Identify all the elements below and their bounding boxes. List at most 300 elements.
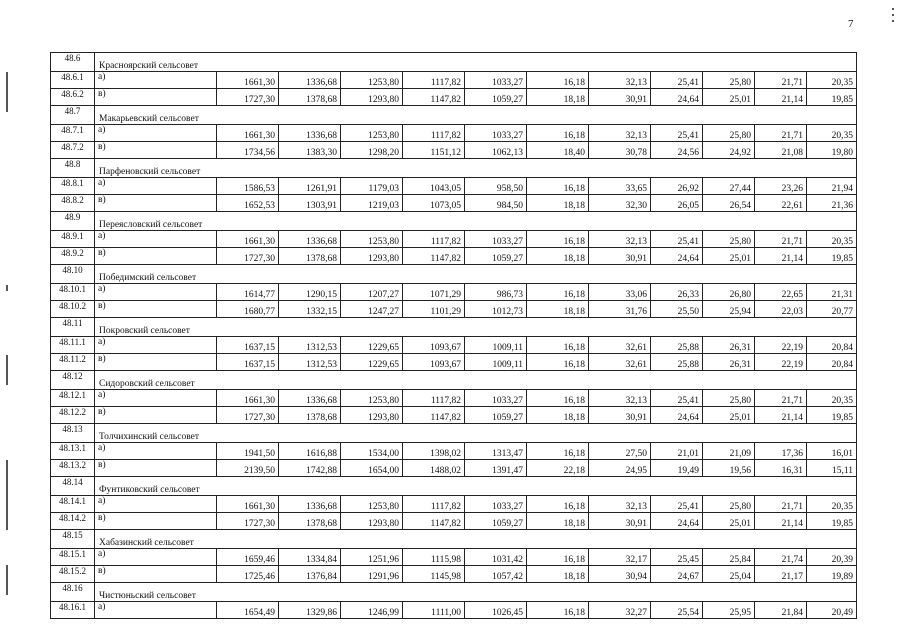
row-variant: а) (95, 178, 217, 195)
row-code: 48.7.2 (51, 142, 95, 159)
value-cell: 1033,27 (465, 125, 527, 142)
value-cell: 16,31 (755, 460, 807, 477)
value-cell: 30,94 (589, 566, 651, 583)
section-code: 48.16 (51, 583, 95, 602)
section-name: Красноярский сельсовет (95, 53, 857, 72)
table-row (51, 496, 857, 513)
value-cell: 21,01 (651, 443, 703, 460)
row-variant: в) (95, 354, 217, 371)
value-cell: 1253,80 (341, 496, 403, 513)
value-cell: 19,85 (807, 407, 857, 424)
value-cell: 30,91 (589, 248, 651, 265)
value-cell: 1147,82 (403, 513, 465, 530)
value-cell: 21,14 (755, 248, 807, 265)
table-row (51, 354, 857, 371)
value-cell: 16,18 (527, 337, 589, 354)
value-cell: 21,71 (755, 496, 807, 513)
value-cell: 21,94 (807, 178, 857, 195)
page-number: 7 (848, 18, 854, 30)
value-cell: 1247,27 (341, 301, 403, 318)
value-cell: 1680,77 (217, 301, 279, 318)
row-code: 48.16.1 (51, 602, 95, 619)
value-cell: 1253,80 (341, 72, 403, 89)
value-cell: 1251,96 (341, 549, 403, 566)
row-code: 48.13.1 (51, 443, 95, 460)
table-row (51, 178, 857, 195)
value-cell: 32,17 (589, 549, 651, 566)
value-cell: 20,35 (807, 72, 857, 89)
value-cell: 16,01 (807, 443, 857, 460)
section-row (51, 212, 857, 231)
value-cell: 26,31 (703, 337, 755, 354)
value-cell: 1659,46 (217, 549, 279, 566)
table-row (51, 390, 857, 407)
value-cell: 18,18 (527, 248, 589, 265)
value-cell: 20,39 (807, 549, 857, 566)
value-cell: 1293,80 (341, 513, 403, 530)
scan-margin-marks (6, 60, 10, 600)
section-row (51, 530, 857, 549)
value-cell: 1229,65 (341, 337, 403, 354)
row-variant: в) (95, 195, 217, 212)
value-cell: 32,61 (589, 337, 651, 354)
value-cell: 30,78 (589, 142, 651, 159)
row-code: 48.11.2 (51, 354, 95, 371)
value-cell: 25,80 (703, 125, 755, 142)
row-variant: а) (95, 602, 217, 619)
value-cell: 26,05 (651, 195, 703, 212)
value-cell: 16,18 (527, 354, 589, 371)
row-code: 48.14.2 (51, 513, 95, 530)
value-cell: 25,54 (651, 602, 703, 619)
section-row (51, 53, 857, 72)
section-row (51, 159, 857, 178)
row-code: 48.10.2 (51, 301, 95, 318)
value-cell: 1293,80 (341, 407, 403, 424)
value-cell: 25,45 (651, 549, 703, 566)
section-name: Покровский сельсовет (95, 318, 857, 337)
value-cell: 1725,46 (217, 566, 279, 583)
value-cell: 1336,68 (279, 125, 341, 142)
value-cell: 16,18 (527, 178, 589, 195)
value-cell: 1147,82 (403, 248, 465, 265)
value-cell: 26,31 (703, 354, 755, 371)
value-cell: 1207,27 (341, 284, 403, 301)
row-code: 48.6.2 (51, 89, 95, 106)
value-cell: 1253,80 (341, 125, 403, 142)
value-cell: 1062,13 (465, 142, 527, 159)
value-cell: 1009,11 (465, 354, 527, 371)
table-row (51, 89, 857, 106)
table-body (51, 53, 857, 619)
value-cell: 1378,68 (279, 513, 341, 530)
value-cell: 25,80 (703, 496, 755, 513)
value-cell: 1101,29 (403, 301, 465, 318)
section-name: Фунтиковский сельсовет (95, 477, 857, 496)
value-cell: 21,14 (755, 89, 807, 106)
table-row (51, 72, 857, 89)
value-cell: 1727,30 (217, 407, 279, 424)
row-code: 48.15.1 (51, 549, 95, 566)
value-cell: 1586,53 (217, 178, 279, 195)
value-cell: 25,88 (651, 354, 703, 371)
value-cell: 1147,82 (403, 89, 465, 106)
value-cell: 21,74 (755, 549, 807, 566)
value-cell: 1059,27 (465, 248, 527, 265)
section-code: 48.6 (51, 53, 95, 72)
value-cell: 1033,27 (465, 496, 527, 513)
value-cell: 986,73 (465, 284, 527, 301)
value-cell: 24,64 (651, 248, 703, 265)
section-name: Хабазинский сельсовет (95, 530, 857, 549)
value-cell: 1734,56 (217, 142, 279, 159)
value-cell: 1043,05 (403, 178, 465, 195)
section-name: Парфеновский сельсовет (95, 159, 857, 178)
row-code: 48.8.2 (51, 195, 95, 212)
value-cell: 32,13 (589, 496, 651, 513)
row-variant: а) (95, 284, 217, 301)
value-cell: 1727,30 (217, 513, 279, 530)
value-cell: 16,18 (527, 496, 589, 513)
section-code: 48.8 (51, 159, 95, 178)
value-cell: 30,91 (589, 407, 651, 424)
value-cell: 21,71 (755, 125, 807, 142)
value-cell: 19,85 (807, 513, 857, 530)
value-cell: 21,14 (755, 513, 807, 530)
value-cell: 25,01 (703, 89, 755, 106)
row-code: 48.15.2 (51, 566, 95, 583)
value-cell: 1303,91 (279, 195, 341, 212)
value-cell: 1376,84 (279, 566, 341, 583)
value-cell: 26,33 (651, 284, 703, 301)
value-cell: 24,95 (589, 460, 651, 477)
row-code: 48.9.1 (51, 231, 95, 248)
value-cell: 25,01 (703, 513, 755, 530)
value-cell: 18,40 (527, 142, 589, 159)
section-row (51, 371, 857, 390)
value-cell: 1117,82 (403, 231, 465, 248)
value-cell: 1059,27 (465, 407, 527, 424)
value-cell: 1115,98 (403, 549, 465, 566)
value-cell: 25,01 (703, 248, 755, 265)
section-code: 48.10 (51, 265, 95, 284)
value-cell: 1261,91 (279, 178, 341, 195)
value-cell: 21,17 (755, 566, 807, 583)
value-cell: 32,13 (589, 231, 651, 248)
value-cell: 32,13 (589, 390, 651, 407)
value-cell: 1145,98 (403, 566, 465, 583)
row-code: 48.14.1 (51, 496, 95, 513)
value-cell: 1151,12 (403, 142, 465, 159)
value-cell: 25,84 (703, 549, 755, 566)
row-variant: в) (95, 89, 217, 106)
value-cell: 1614,77 (217, 284, 279, 301)
value-cell: 25,50 (651, 301, 703, 318)
value-cell: 18,18 (527, 195, 589, 212)
value-cell: 16,18 (527, 72, 589, 89)
value-cell: 19,80 (807, 142, 857, 159)
value-cell: 1488,02 (403, 460, 465, 477)
section-row (51, 583, 857, 602)
value-cell: 17,36 (755, 443, 807, 460)
value-cell: 1071,29 (403, 284, 465, 301)
value-cell: 30,91 (589, 513, 651, 530)
row-variant: а) (95, 72, 217, 89)
value-cell: 33,65 (589, 178, 651, 195)
value-cell: 22,65 (755, 284, 807, 301)
value-cell: 1312,53 (279, 337, 341, 354)
table-row (51, 513, 857, 530)
value-cell: 1661,30 (217, 125, 279, 142)
value-cell: 22,61 (755, 195, 807, 212)
value-cell: 1111,00 (403, 602, 465, 619)
value-cell: 22,18 (527, 460, 589, 477)
value-cell: 25,80 (703, 72, 755, 89)
section-name: Макарьевский сельсовет (95, 106, 857, 125)
section-row (51, 424, 857, 443)
value-cell: 1616,88 (279, 443, 341, 460)
value-cell: 24,64 (651, 513, 703, 530)
value-cell: 1293,80 (341, 89, 403, 106)
value-cell: 1290,15 (279, 284, 341, 301)
value-cell: 27,50 (589, 443, 651, 460)
value-cell: 1534,00 (341, 443, 403, 460)
value-cell: 32,13 (589, 125, 651, 142)
value-cell: 1941,50 (217, 443, 279, 460)
value-cell: 20,35 (807, 496, 857, 513)
value-cell: 31,76 (589, 301, 651, 318)
value-cell: 21,31 (807, 284, 857, 301)
value-cell: 1661,30 (217, 390, 279, 407)
value-cell: 20,84 (807, 337, 857, 354)
value-cell: 1661,30 (217, 496, 279, 513)
value-cell: 26,92 (651, 178, 703, 195)
row-variant: в) (95, 407, 217, 424)
value-cell: 1332,15 (279, 301, 341, 318)
value-cell: 1026,45 (465, 602, 527, 619)
table-row (51, 460, 857, 477)
value-cell: 1637,15 (217, 337, 279, 354)
value-cell: 21,08 (755, 142, 807, 159)
value-cell: 1246,99 (341, 602, 403, 619)
section-name: Победимский сельсовет (95, 265, 857, 284)
value-cell: 25,80 (703, 231, 755, 248)
value-cell: 21,71 (755, 390, 807, 407)
row-variant: а) (95, 549, 217, 566)
table-row (51, 142, 857, 159)
value-cell: 25,88 (651, 337, 703, 354)
value-cell: 16,18 (527, 125, 589, 142)
value-cell: 958,50 (465, 178, 527, 195)
value-cell: 20,77 (807, 301, 857, 318)
table-row (51, 549, 857, 566)
value-cell: 1073,05 (403, 195, 465, 212)
table-row (51, 284, 857, 301)
value-cell: 25,04 (703, 566, 755, 583)
section-row (51, 318, 857, 337)
value-cell: 16,18 (527, 231, 589, 248)
value-cell: 984,50 (465, 195, 527, 212)
value-cell: 24,92 (703, 142, 755, 159)
value-cell: 24,64 (651, 89, 703, 106)
value-cell: 18,18 (527, 89, 589, 106)
value-cell: 20,35 (807, 390, 857, 407)
section-name: Толчихинский сельсовет (95, 424, 857, 443)
value-cell: 22,19 (755, 354, 807, 371)
value-cell: 1329,86 (279, 602, 341, 619)
value-cell: 2139,50 (217, 460, 279, 477)
value-cell: 1312,53 (279, 354, 341, 371)
value-cell: 1253,80 (341, 231, 403, 248)
value-cell: 1652,53 (217, 195, 279, 212)
value-cell: 21,09 (703, 443, 755, 460)
row-variant: а) (95, 390, 217, 407)
row-variant: а) (95, 443, 217, 460)
value-cell: 32,13 (589, 72, 651, 89)
value-cell: 1059,27 (465, 513, 527, 530)
value-cell: 1033,27 (465, 390, 527, 407)
row-variant: а) (95, 496, 217, 513)
row-code: 48.6.1 (51, 72, 95, 89)
value-cell: 16,18 (527, 602, 589, 619)
value-cell: 1336,68 (279, 231, 341, 248)
value-cell: 1336,68 (279, 72, 341, 89)
row-code: 48.12.1 (51, 390, 95, 407)
value-cell: 19,89 (807, 566, 857, 583)
value-cell: 1229,65 (341, 354, 403, 371)
value-cell: 19,56 (703, 460, 755, 477)
value-cell: 25,95 (703, 602, 755, 619)
value-cell: 24,56 (651, 142, 703, 159)
value-cell: 1654,49 (217, 602, 279, 619)
row-code: 48.9.2 (51, 248, 95, 265)
value-cell: 1654,00 (341, 460, 403, 477)
value-cell: 1059,27 (465, 89, 527, 106)
value-cell: 21,14 (755, 407, 807, 424)
value-cell: 1661,30 (217, 72, 279, 89)
value-cell: 24,64 (651, 407, 703, 424)
value-cell: 19,85 (807, 89, 857, 106)
section-row (51, 106, 857, 125)
table-row (51, 337, 857, 354)
value-cell: 19,85 (807, 248, 857, 265)
section-name: Переясловский сельсовет (95, 212, 857, 231)
row-variant: в) (95, 142, 217, 159)
value-cell: 15,11 (807, 460, 857, 477)
row-code: 48.13.2 (51, 460, 95, 477)
value-cell: 1117,82 (403, 390, 465, 407)
value-cell: 25,41 (651, 125, 703, 142)
value-cell: 1009,11 (465, 337, 527, 354)
section-code: 48.11 (51, 318, 95, 337)
value-cell: 1334,84 (279, 549, 341, 566)
table-row (51, 301, 857, 318)
value-cell: 21,84 (755, 602, 807, 619)
row-code: 48.7.1 (51, 125, 95, 142)
section-code: 48.14 (51, 477, 95, 496)
table-row (51, 231, 857, 248)
value-cell: 1031,42 (465, 549, 527, 566)
table-row (51, 248, 857, 265)
row-variant: а) (95, 231, 217, 248)
section-name: Сидоровский сельсовет (95, 371, 857, 390)
value-cell: 1336,68 (279, 390, 341, 407)
value-cell: 20,84 (807, 354, 857, 371)
value-cell: 19,49 (651, 460, 703, 477)
value-cell: 20,35 (807, 125, 857, 142)
value-cell: 1253,80 (341, 390, 403, 407)
section-code: 48.15 (51, 530, 95, 549)
value-cell: 1117,82 (403, 72, 465, 89)
value-cell: 26,80 (703, 284, 755, 301)
table-row (51, 566, 857, 583)
row-code: 48.10.1 (51, 284, 95, 301)
value-cell: 16,18 (527, 390, 589, 407)
row-variant: в) (95, 460, 217, 477)
value-cell: 30,91 (589, 89, 651, 106)
value-cell: 1033,27 (465, 231, 527, 248)
section-row (51, 265, 857, 284)
row-code: 48.11.1 (51, 337, 95, 354)
table-row (51, 195, 857, 212)
value-cell: 20,35 (807, 231, 857, 248)
value-cell: 16,18 (527, 284, 589, 301)
table-row (51, 407, 857, 424)
section-name: Чистюньский сельсовет (95, 583, 857, 602)
value-cell: 16,18 (527, 443, 589, 460)
value-cell: 1093,67 (403, 337, 465, 354)
value-cell: 1057,42 (465, 566, 527, 583)
value-cell: 25,94 (703, 301, 755, 318)
scan-corner-marks (892, 8, 894, 26)
value-cell: 33,06 (589, 284, 651, 301)
value-cell: 1727,30 (217, 89, 279, 106)
value-cell: 18,18 (527, 513, 589, 530)
value-cell: 32,30 (589, 195, 651, 212)
value-cell: 1147,82 (403, 407, 465, 424)
value-cell: 1219,03 (341, 195, 403, 212)
section-code: 48.9 (51, 212, 95, 231)
tariff-table (50, 52, 857, 619)
value-cell: 32,27 (589, 602, 651, 619)
value-cell: 1298,20 (341, 142, 403, 159)
section-code: 48.12 (51, 371, 95, 390)
row-variant: в) (95, 248, 217, 265)
value-cell: 1742,88 (279, 460, 341, 477)
row-code: 48.8.1 (51, 178, 95, 195)
value-cell: 1117,82 (403, 125, 465, 142)
section-row (51, 477, 857, 496)
value-cell: 1293,80 (341, 248, 403, 265)
value-cell: 22,03 (755, 301, 807, 318)
value-cell: 1391,47 (465, 460, 527, 477)
value-cell: 25,41 (651, 390, 703, 407)
value-cell: 1378,68 (279, 407, 341, 424)
value-cell: 22,19 (755, 337, 807, 354)
value-cell: 1637,15 (217, 354, 279, 371)
value-cell: 1398,02 (403, 443, 465, 460)
value-cell: 1117,82 (403, 496, 465, 513)
row-variant: в) (95, 566, 217, 583)
value-cell: 1033,27 (465, 72, 527, 89)
section-code: 48.7 (51, 106, 95, 125)
table-row (51, 125, 857, 142)
value-cell: 1291,96 (341, 566, 403, 583)
value-cell: 24,67 (651, 566, 703, 583)
row-variant: в) (95, 513, 217, 530)
section-code: 48.13 (51, 424, 95, 443)
value-cell: 1313,47 (465, 443, 527, 460)
